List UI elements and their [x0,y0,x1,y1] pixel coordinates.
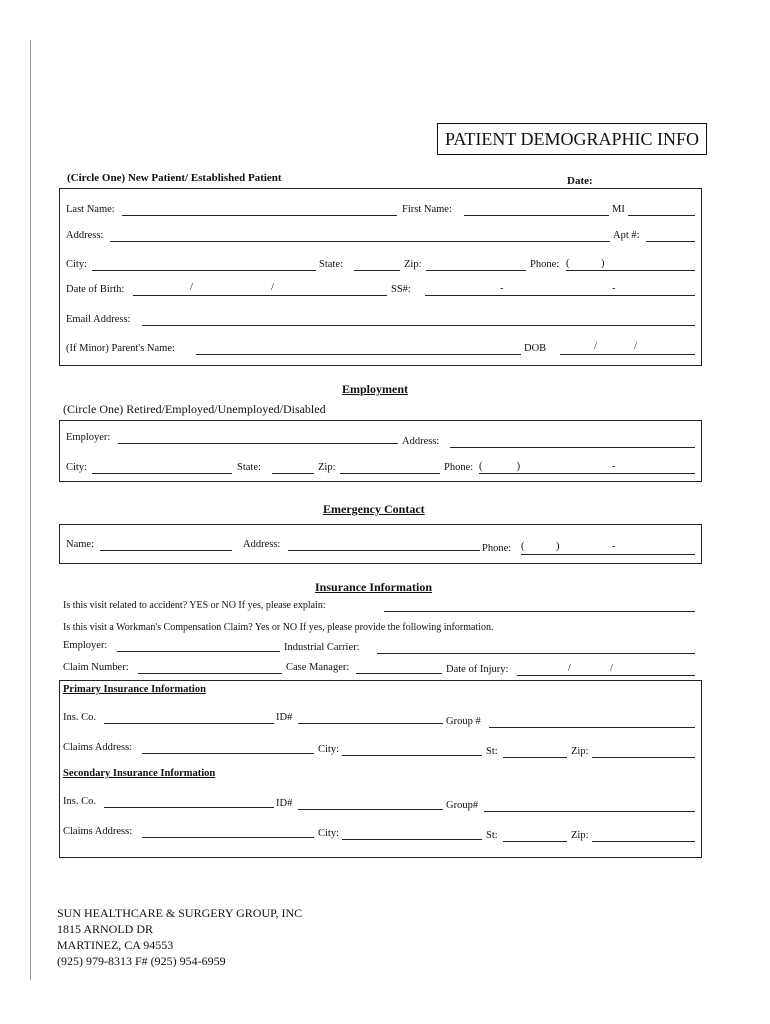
primary-claims-address-field[interactable] [142,753,314,754]
case-manager-label: Case Manager: [286,662,350,673]
secondary-insurance-heading: Secondary Insurance Information [63,768,216,779]
employer-city-field[interactable] [92,473,232,474]
employer-phone-dash: - [612,461,616,472]
parent-dob-label: DOB [524,343,547,354]
claim-number-field[interactable] [138,673,282,674]
apt-label: Apt #: [613,230,640,241]
primary-claims-address-label: Claims Address: [63,742,133,753]
secondary-ins-co-label: Ins. Co. [63,796,96,807]
employer-phone-field[interactable] [479,473,695,474]
city-field[interactable] [92,270,316,271]
emergency-name-field[interactable] [100,550,232,551]
parent-dob-slash-2: / [634,341,637,352]
emergency-phone-field[interactable] [521,554,695,555]
zip-field[interactable] [426,270,526,271]
parent-dob-field[interactable] [560,354,695,355]
secondary-st-label: St: [486,830,498,841]
secondary-zip-field[interactable] [592,841,695,842]
state-field[interactable] [354,270,400,271]
form-title: PATIENT DEMOGRAPHIC INFO [437,123,707,155]
case-manager-field[interactable] [356,673,442,674]
ssn-label: SS#: [391,284,411,295]
page-edge-line [30,40,31,980]
employer-zip-field[interactable] [340,473,440,474]
secondary-city-label: City: [318,828,340,839]
primary-st-field[interactable] [503,757,567,758]
secondary-group-label: Group# [446,800,479,811]
date-of-injury-label: Date of Injury: [446,664,509,675]
primary-group-field[interactable] [489,727,695,728]
apt-field[interactable] [646,241,695,242]
emergency-phone-paren: ( ) [521,541,560,552]
employment-status-label: (Circle One) Retired/Employed/Unemployed/Disabled [63,402,326,416]
dob-label: Date of Birth: [66,284,125,295]
dob-slash-1: / [190,282,193,293]
dob-field[interactable] [133,295,387,296]
emergency-address-field[interactable] [288,550,480,551]
emergency-name-label: Name: [66,539,94,550]
employer-phone-label: Phone: [444,462,474,473]
practice-phone: (925) 979-8313 F# (925) 954-6959 [57,954,226,968]
primary-ins-co-label: Ins. Co. [63,712,96,723]
practice-street: 1815 ARNOLD DR [57,922,154,936]
primary-group-label: Group # [446,716,481,727]
date-label: Date: [567,175,593,187]
phone-field[interactable] [566,270,695,271]
injury-slash-1: / [568,663,571,674]
ssn-dash-2: - [612,283,616,294]
accident-explain-field[interactable] [384,611,695,612]
employer-state-field[interactable] [272,473,314,474]
emergency-address-label: Address: [243,539,281,550]
secondary-id-field[interactable] [298,809,443,810]
mi-field[interactable] [628,215,695,216]
insurance-heading: Insurance Information [315,580,433,594]
emergency-box [59,524,702,564]
primary-st-label: St: [486,746,498,757]
date-of-injury-field[interactable] [517,675,695,676]
practice-address-block [57,905,302,969]
secondary-city-field[interactable] [342,839,482,840]
injury-slash-2: / [610,663,613,674]
email-field[interactable] [142,325,695,326]
email-label: Email Address: [66,314,131,325]
mi-label: MI [612,204,625,215]
state-label: State: [319,259,343,270]
secondary-ins-co-field[interactable] [104,807,274,808]
dob-slash-2: / [271,282,274,293]
primary-id-field[interactable] [298,723,443,724]
claim-number-label: Claim Number: [63,662,129,673]
practice-name: SUN HEALTHCARE & SURGERY GROUP, INC [57,906,303,920]
ssn-field[interactable] [425,295,695,296]
parent-name-field[interactable] [196,354,521,355]
emergency-phone-label: Phone: [482,543,512,554]
ssn-dash-1: - [500,283,504,294]
employer-address-label: Address: [402,436,440,447]
last-name-label: Last Name: [66,204,115,215]
last-name-field[interactable] [122,215,397,216]
secondary-claims-address-label: Claims Address: [63,826,133,837]
employer-label: Employer: [66,432,111,443]
first-name-label: First Name: [402,204,452,215]
ins-employer-label: Employer: [63,640,108,651]
primary-zip-field[interactable] [592,757,695,758]
parent-dob-slash-1: / [594,341,597,352]
emergency-phone-dash: - [612,541,616,552]
parent-name-label: (If Minor) Parent's Name: [66,343,175,354]
city-label: City: [66,259,88,270]
practice-city: MARTINEZ, CA 94553 [57,938,174,952]
secondary-group-field[interactable] [484,811,695,812]
primary-insurance-heading: Primary Insurance Information [63,684,206,695]
ins-employer-field[interactable] [117,651,280,652]
employer-state-label: State: [237,462,261,473]
industrial-carrier-field[interactable] [377,653,695,654]
patient-type-label: (Circle One) New Patient/ Established Patient [67,172,282,184]
primary-zip-label: Zip: [571,746,589,757]
zip-label: Zip: [404,259,422,270]
phone-label: Phone: [530,259,560,270]
employer-zip-label: Zip: [318,462,336,473]
employer-address-field[interactable] [450,447,695,448]
employer-city-label: City: [66,462,88,473]
primary-city-field[interactable] [342,755,482,756]
accident-question: Is this visit related to accident? YES or NO If yes, please explain: [63,600,326,611]
address-label: Address: [66,230,104,241]
secondary-st-field[interactable] [503,841,567,842]
primary-id-label: ID# [276,712,293,723]
secondary-zip-label: Zip: [571,830,589,841]
primary-ins-co-field[interactable] [104,723,274,724]
workman-question: Is this visit a Workman's Compensation Claim? Yes or NO If yes, please provide the following information. [63,622,494,633]
employer-phone-paren: ( ) [479,461,521,472]
address-field[interactable] [110,241,610,242]
secondary-claims-address-field[interactable] [142,837,314,838]
employer-field[interactable] [118,443,398,444]
emergency-heading: Emergency Contact [323,502,425,516]
secondary-id-label: ID# [276,798,293,809]
primary-city-label: City: [318,744,340,755]
phone-paren: ( ) [566,258,605,269]
employment-heading: Employment [342,382,408,396]
industrial-carrier-label: Industrial Carrier: [284,642,360,653]
first-name-field[interactable] [464,215,609,216]
